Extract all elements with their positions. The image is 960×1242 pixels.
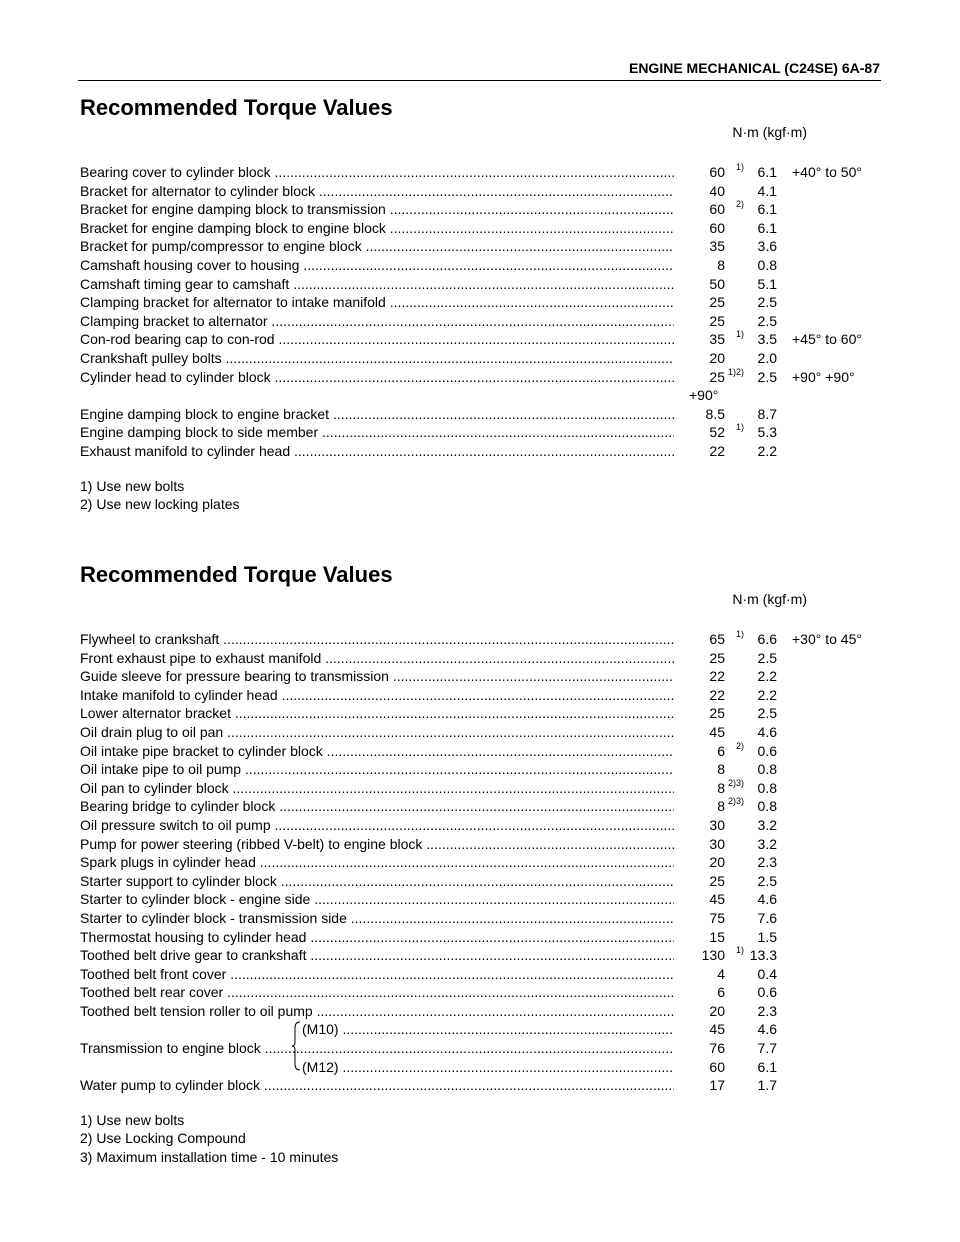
table-row (80, 779, 880, 798)
table-row (80, 890, 880, 909)
row-label: Front exhaust pipe to exhaust manifold ..... (80, 649, 674, 668)
row-kgf: 1.5 (757, 928, 777, 945)
row-kgf: 6.1 (757, 1058, 777, 1075)
section-title: Recommended Torque Values (80, 95, 393, 120)
row-kgf: 4.6 (757, 723, 777, 740)
row-nm: 4 (717, 965, 725, 982)
row-kgf: 7.7 (757, 1040, 777, 1057)
row-label: Engine damping block to side member ..... (80, 423, 674, 442)
row-footnote-ref: 2)3) (727, 796, 744, 807)
row-nm: 8 (717, 256, 725, 273)
table-row (80, 1020, 880, 1039)
row-nm: 15 (709, 928, 725, 945)
table-row (80, 872, 880, 891)
row-kgf: 2.5 (757, 649, 777, 666)
table-row (80, 330, 880, 349)
row-kgf: 6.1 (757, 201, 777, 218)
row-kgf: 0.8 (757, 256, 777, 273)
table-row (80, 667, 880, 686)
row-label: Cylinder head to cylinder block ..... (80, 368, 674, 387)
row-nm: 25 (709, 368, 725, 385)
row-nm: 45 (709, 891, 725, 908)
row-nm: 25 (709, 872, 725, 889)
row-nm: 25 (709, 312, 725, 329)
row-label: Thermostat housing to cylinder head ..... (80, 928, 674, 947)
row-footnote-ref: 1) (735, 945, 744, 956)
table-row (80, 442, 880, 461)
row-label: Oil intake pipe bracket to cylinder block ..... (80, 742, 674, 761)
row-kgf: 0.6 (757, 984, 777, 1001)
row-label: Flywheel to crankshaft ..... (80, 630, 674, 649)
row-kgf: 0.8 (757, 798, 777, 815)
row-label: Bearing bridge to cylinder block ..... (80, 797, 674, 816)
row-kgf: 6.6 (757, 631, 777, 647)
row-footnote-ref: 2)3) (727, 777, 744, 788)
row-nm: 8 (717, 779, 725, 796)
row-nm: 6 (717, 984, 725, 1001)
row-nm: 25 (709, 705, 725, 722)
row-kgf: 4.6 (757, 891, 777, 908)
row-kgf: 0.8 (757, 761, 777, 778)
table-row (80, 386, 880, 405)
row-footnote-ref: 2) (735, 199, 744, 210)
table-row (80, 760, 880, 779)
row-nm: 60 (709, 164, 725, 180)
row-nm: 60 (709, 219, 725, 236)
torque-table (80, 630, 880, 1095)
row-kgf: 2.5 (757, 368, 777, 385)
row-label: Toothed belt rear cover ..... (80, 983, 674, 1002)
row-footnote-ref: 1)2) (727, 366, 744, 377)
footnote: 1) Use new bolts (80, 1111, 185, 1128)
row-nm: 75 (709, 909, 725, 926)
row-label: Oil intake pipe to oil pump ..... (80, 760, 674, 779)
table-row (80, 742, 880, 761)
row-label: Clamping bracket to alternator ..... (80, 312, 674, 331)
section-title: Recommended Torque Values (80, 562, 393, 587)
row-label: Guide sleeve for pressure bearing to transmission ..... (80, 667, 674, 686)
row-label: Camshaft housing cover to housing ..... (80, 256, 674, 275)
row-kgf: 2.2 (757, 686, 777, 703)
row-kgf: 4.6 (757, 1021, 777, 1038)
row-label: Bracket for pump/compressor to engine block ..... (80, 237, 674, 256)
row-kgf: 5.3 (757, 424, 777, 441)
row-label: Spark plugs in cylinder head ..... (80, 853, 674, 872)
row-kgf: 2.3 (757, 854, 777, 871)
table-row (80, 983, 880, 1002)
row-nm: 20 (709, 349, 725, 366)
row-angle: +30° to 45° (792, 631, 862, 647)
row-angle: +40° to 50° (792, 164, 862, 180)
table-row (80, 704, 880, 723)
table-row (80, 797, 880, 816)
row-kgf: 0.8 (757, 779, 777, 796)
row-kgf: 5.1 (757, 275, 777, 292)
row-label: Starter to cylinder block - engine side ..... (80, 890, 674, 909)
row-label: Clamping bracket for alternator to intake manifold ..... (80, 293, 674, 312)
table-row (80, 256, 880, 275)
row-angle: +90° +90° (792, 368, 855, 385)
torque-table (80, 163, 880, 461)
table-row (80, 163, 880, 182)
table-row (80, 1039, 880, 1058)
row-label: Camshaft timing gear to camshaft ..... (80, 275, 674, 294)
table-row (80, 200, 880, 219)
row-kgf: 2.0 (757, 349, 777, 366)
row-nm: 25 (709, 649, 725, 666)
row-label: Water pump to cylinder block ..... (80, 1076, 674, 1095)
table-row (80, 853, 880, 872)
row-kgf: 2.2 (757, 442, 777, 459)
row-nm: 8.5 (705, 405, 725, 422)
footnotes (80, 477, 880, 514)
units-label: N·m (kgf·m) (732, 591, 807, 607)
row-nm: 45 (709, 1021, 725, 1038)
row-nm: 20 (709, 854, 725, 871)
row-label: Bracket for engine damping block to engine block ..... (80, 219, 674, 238)
row-label: Oil drain plug to oil pan ..... (80, 723, 674, 742)
row-label: Toothed belt drive gear to crankshaft ..... (80, 946, 674, 965)
table-row (80, 835, 880, 854)
row-label: Con-rod bearing cap to con-rod ..... (80, 330, 674, 349)
table-row (80, 965, 880, 984)
row-nm: 17 (709, 1077, 725, 1094)
row-kgf: 7.6 (757, 909, 777, 926)
row-nm: 6 (717, 742, 725, 759)
table-row (80, 312, 880, 331)
row-kgf: 13.3 (749, 947, 777, 964)
row-label: Pump for power steering (ribbed V-belt) to engine block ..... (80, 835, 674, 854)
page-header: ENGINE MECHANICAL (C24SE) 6A-87 (628, 60, 880, 76)
row-label: Toothed belt tension roller to oil pump ..... (80, 1002, 674, 1021)
row-nm: 40 (709, 182, 725, 199)
row-kgf: 2.3 (757, 1002, 777, 1019)
table-row (80, 219, 880, 238)
row-nm: 130 (701, 947, 725, 964)
table-row (80, 275, 880, 294)
footnote: 3) Maximum installation time - 10 minutes (80, 1149, 339, 1166)
row-label: Engine damping block to engine bracket ..... (80, 405, 674, 424)
table-row (80, 928, 880, 947)
row-label: Bracket for alternator to cylinder block ..... (80, 182, 674, 201)
row-nm: 65 (709, 631, 725, 647)
torque-section-1 (80, 93, 880, 514)
row-kgf: 6.1 (757, 164, 777, 180)
row-kgf: 4.1 (757, 182, 777, 199)
footnote: 2) Use new locking plates (80, 496, 240, 513)
row-nm: 35 (709, 331, 725, 348)
row-kgf: 6.1 (757, 219, 777, 236)
row-label: (M12) ..... (302, 1058, 674, 1077)
row-footnote-ref: 1) (735, 329, 744, 340)
row-nm: 30 (709, 816, 725, 833)
row-label: Lower alternator bracket ..... (80, 704, 674, 723)
row-label: Starter support to cylinder block ..... (80, 872, 674, 891)
row-kgf: 3.6 (757, 238, 777, 255)
row-nm: 22 (709, 442, 725, 459)
torque-section-2 (80, 560, 880, 1167)
row-nm: 22 (709, 668, 725, 685)
table-row (80, 1058, 880, 1077)
row-nm: 76 (709, 1040, 725, 1057)
row-nm: 52 (709, 424, 725, 441)
row-kgf: 1.7 (757, 1077, 777, 1094)
row-kgf: 2.2 (757, 668, 777, 685)
table-row (80, 723, 880, 742)
row-nm: 30 (709, 835, 725, 852)
row-kgf: 3.5 (757, 331, 777, 348)
row-kgf: 0.4 (757, 965, 777, 982)
table-row (80, 293, 880, 312)
row-label: Starter to cylinder block - transmission side ..... (80, 909, 674, 928)
row-label: Crankshaft pulley bolts ..... (80, 349, 674, 368)
table-row (80, 816, 880, 835)
row-footnote-ref: 1) (735, 422, 744, 433)
row-kgf: 3.2 (757, 835, 777, 852)
row-nm: 60 (709, 1058, 725, 1075)
row-kgf: 0.6 (757, 742, 777, 759)
footnote: 2) Use Locking Compound (80, 1130, 246, 1147)
row-kgf: 2.5 (757, 294, 777, 311)
table-row (80, 1002, 880, 1021)
row-footnote-ref: 1) (735, 162, 744, 172)
transmission-group (80, 1020, 880, 1076)
table-row (80, 946, 880, 965)
row-label: (M10) ..... (302, 1020, 674, 1039)
footnotes (80, 1111, 880, 1167)
table-row (80, 1076, 880, 1095)
row-kgf: 3.2 (757, 816, 777, 833)
table-row (80, 686, 880, 705)
row-nm: 60 (709, 201, 725, 218)
row-kgf: 8.7 (757, 405, 777, 422)
row-nm: 8 (717, 761, 725, 778)
row-nm: 45 (709, 723, 725, 740)
row-label: Bracket for engine damping block to transmission ..... (80, 200, 674, 219)
table-row (80, 423, 880, 442)
table-row (80, 405, 880, 424)
table-row (80, 182, 880, 201)
table-row (80, 649, 880, 668)
row-kgf: 2.5 (757, 872, 777, 889)
row-kgf: 2.5 (757, 312, 777, 329)
row-label: Bearing cover to cylinder block ..... (80, 163, 674, 182)
row-label: Intake manifold to cylinder head ..... (80, 686, 674, 705)
table-row (80, 909, 880, 928)
row-kgf: 2.5 (757, 705, 777, 722)
table-row (80, 368, 880, 387)
row-footnote-ref: 1) (735, 629, 744, 639)
header-rule (78, 80, 881, 81)
table-row (80, 349, 880, 368)
units-label: N·m (kgf·m) (732, 124, 807, 140)
footnote: 1) Use new bolts (80, 477, 185, 494)
row-label: Transmission to engine block ..... (80, 1039, 674, 1058)
row-continuation: +90° (689, 387, 719, 404)
row-nm: 22 (709, 686, 725, 703)
row-label: Toothed belt front cover ..... (80, 965, 674, 984)
row-angle: +45° to 60° (792, 331, 862, 348)
table-row (80, 237, 880, 256)
row-nm: 8 (717, 798, 725, 815)
row-nm: 35 (709, 238, 725, 255)
row-label: Oil pressure switch to oil pump ..... (80, 816, 674, 835)
row-label: Oil pan to cylinder block ..... (80, 779, 674, 798)
table-row (80, 630, 880, 649)
row-nm: 25 (709, 294, 725, 311)
row-nm: 50 (709, 275, 725, 292)
row-label: Exhaust manifold to cylinder head ..... (80, 442, 674, 461)
row-nm: 20 (709, 1002, 725, 1019)
row-footnote-ref: 2) (735, 740, 744, 751)
